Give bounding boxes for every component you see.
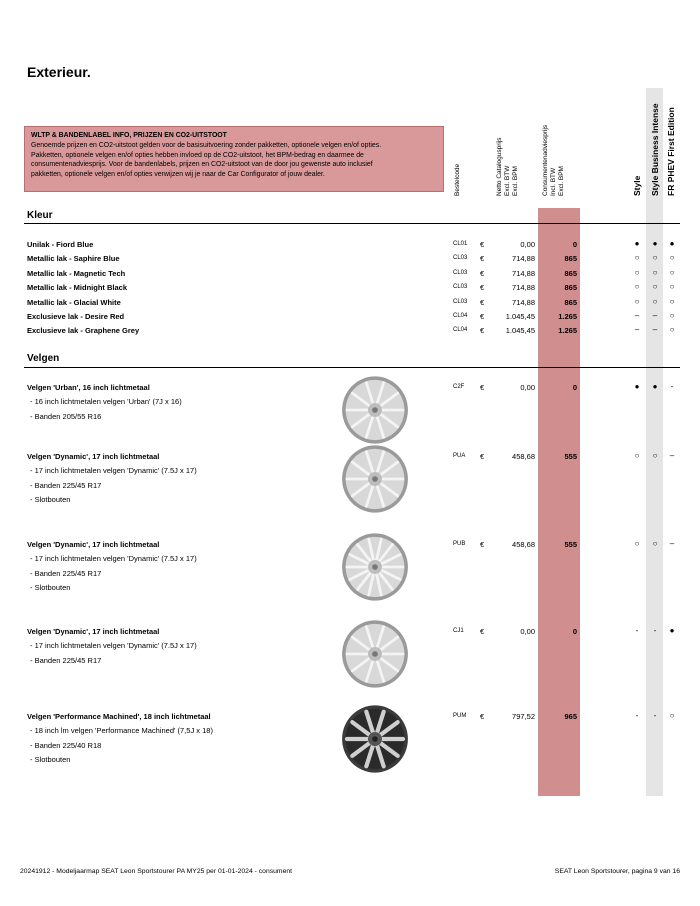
consumer-price: 865 — [564, 268, 577, 278]
info-title: WLTP & BANDENLABEL INFO, PRIJZEN EN CO2-UITSTOOT — [31, 132, 227, 139]
availability-business: - — [653, 711, 657, 720]
header-fr-phev: FR PHEV First Edition — [666, 107, 676, 196]
consumer-price: 865 — [564, 254, 577, 264]
wheel-image — [340, 619, 410, 689]
header-consumer-price: Consumentenadviesprijs Incl. BTW Excl. BPM — [542, 124, 565, 196]
availability-business: ● — [652, 382, 658, 391]
availability-style: ○ — [634, 282, 640, 292]
net-price: 714,88 — [512, 297, 535, 307]
currency-symbol: € — [480, 283, 485, 293]
color-row-name: Metallic lak - Midnight Black — [27, 283, 128, 293]
availability-business: ○ — [652, 296, 658, 306]
availability-style: ○ — [634, 267, 640, 277]
order-code: PUA — [453, 453, 466, 459]
availability-style: ○ — [634, 451, 640, 460]
availability-fr: ○ — [669, 296, 675, 306]
info-line: Genoemde prijzen en CO2-uitstoot gelden voor de basisuitvoering zonder pakketten, optionele velgen en/of opties. — [31, 141, 382, 149]
order-code: CL03 — [453, 255, 468, 262]
wheel-detail: - 17 inch lichtmetalen velgen 'Dynamic' (7.5J x 17) — [30, 641, 197, 650]
availability-style: – — [634, 325, 640, 335]
wheel-image — [340, 444, 410, 514]
currency-symbol: € — [480, 297, 485, 307]
page-title: Exterieur. — [27, 64, 91, 80]
currency-symbol: € — [480, 540, 485, 549]
availability-style: – — [634, 311, 640, 320]
availability-business: ○ — [652, 539, 658, 548]
net-price: 714,88 — [512, 254, 535, 264]
consumer-price: 0 — [572, 383, 577, 392]
availability-style: ○ — [634, 296, 640, 306]
consumer-price: 0 — [572, 240, 577, 249]
order-code: CL04 — [453, 313, 468, 319]
section-rule — [24, 367, 680, 368]
currency-symbol: € — [480, 240, 485, 249]
wheel-row-name: Velgen 'Dynamic', 17 inch lichtmetaal — [27, 627, 160, 636]
consumer-price: 865 — [564, 283, 577, 293]
wheel-detail: - Slotbouten — [30, 755, 71, 764]
footer-left: 20241912 - Modeljaarmap SEAT Leon Sportstourer PA MY25 per 01-01-2024 - consument — [20, 868, 293, 875]
availability-style: ○ — [634, 253, 640, 263]
net-price: 797,52 — [512, 712, 535, 721]
order-code: CL03 — [453, 298, 468, 305]
net-price: 458,68 — [512, 540, 535, 549]
net-price: 0,00 — [520, 383, 535, 392]
wheel-detail: - Slotbouten — [30, 583, 71, 592]
wheel-detail: - Banden 225/45 R17 — [30, 655, 102, 665]
wltp-info-box — [24, 126, 444, 192]
availability-fr: ○ — [669, 267, 675, 277]
header-style-business-intense: Style Business Intense — [650, 103, 660, 196]
availability-business: – — [652, 311, 658, 320]
wheel-row-name: Velgen 'Dynamic', 17 inch lichtmetaal — [27, 540, 160, 549]
currency-symbol: € — [480, 452, 485, 461]
order-code: CL03 — [453, 269, 468, 276]
availability-style: ○ — [634, 539, 640, 548]
availability-business: ○ — [652, 267, 658, 277]
order-code: PUB — [453, 541, 466, 547]
wheel-row-name: Velgen 'Performance Machined', 18 inch lichtmetaal — [27, 712, 211, 721]
availability-business: ○ — [652, 282, 658, 292]
section-title-velgen: Velgen — [27, 353, 60, 364]
wheel-image — [340, 375, 410, 445]
availability-business: ○ — [652, 451, 658, 460]
consumer-price: 0 — [572, 627, 577, 636]
wheel-image — [340, 532, 410, 602]
availability-style: - — [635, 626, 639, 635]
header-style: Style — [632, 175, 642, 196]
consumer-price: 865 — [564, 297, 577, 307]
color-row-name: Metallic lak - Saphire Blue — [27, 254, 120, 264]
color-row-name: Exclusieve lak - Desire Red — [27, 312, 125, 321]
availability-fr: ○ — [669, 282, 675, 292]
net-price: 714,88 — [512, 283, 535, 293]
order-code: CL03 — [453, 284, 468, 291]
availability-business: ○ — [652, 253, 658, 263]
color-row-name: Unilak - Fiord Blue — [27, 240, 94, 249]
availability-fr: - — [670, 382, 674, 391]
wheel-detail: - Slotbouten — [30, 495, 71, 504]
net-price: 1.045,45 — [505, 326, 535, 336]
net-price: 458,68 — [512, 452, 535, 461]
currency-symbol: € — [480, 712, 485, 721]
footer-right: SEAT Leon Sportstourer, pagina 9 van 16 — [554, 868, 680, 875]
section-title-kleur: Kleur — [27, 210, 53, 221]
currency-symbol: € — [480, 627, 485, 636]
order-code: CJ1 — [453, 628, 464, 634]
availability-fr: ● — [669, 626, 675, 635]
wheel-detail: - Banden 205/55 R16 — [30, 411, 102, 421]
currency-symbol: € — [480, 254, 485, 264]
color-row-name: Exclusieve lak - Graphene Grey — [27, 326, 140, 336]
wheel-detail: - 18 inch lm velgen 'Performance Machined' (7,5J x 18) — [30, 726, 213, 735]
order-code: C2F — [453, 384, 465, 390]
availability-fr: – — [669, 451, 675, 460]
wheel-image — [340, 704, 410, 774]
order-code: CL04 — [453, 327, 468, 334]
section-rule — [24, 223, 680, 224]
net-price: 0,00 — [520, 240, 535, 249]
consumer-price: 1.265 — [558, 326, 577, 336]
header-code: Bestelcode — [454, 163, 461, 196]
wheel-row-name: Velgen 'Urban', 16 inch lichtmetaal — [27, 383, 150, 392]
wheel-detail: - Banden 225/45 R17 — [30, 480, 102, 490]
header-net-price: Netto Catalogusprijs Excl. BTW Excl. BPM — [496, 137, 519, 196]
availability-fr: – — [669, 539, 675, 548]
availability-fr: ○ — [669, 711, 675, 720]
wheel-detail: - Banden 225/40 R18 — [30, 740, 102, 750]
availability-fr: ○ — [669, 311, 675, 320]
net-price: 714,88 — [512, 268, 535, 278]
wheel-detail: - Banden 225/45 R17 — [30, 568, 102, 578]
availability-fr: ○ — [669, 253, 675, 263]
consumer-price-column-highlight — [538, 208, 580, 796]
order-code: PUM — [453, 713, 467, 719]
color-row-name: Metallic lak - Glacial White — [27, 297, 121, 307]
currency-symbol: € — [480, 326, 485, 336]
availability-style: ● — [634, 382, 640, 391]
availability-business: - — [653, 626, 657, 635]
availability-business: ● — [652, 239, 658, 248]
currency-symbol: € — [480, 383, 485, 392]
info-line: pakketten, optionele velgen en/of opties verwijzen wij je naar de Car Configurator of jouw dealer. — [31, 171, 325, 179]
consumer-price: 965 — [564, 712, 577, 721]
wheel-detail: - 16 inch lichtmetalen velgen 'Urban' (7J x 16) — [30, 397, 182, 406]
consumer-price: 1.265 — [558, 312, 577, 321]
currency-symbol: € — [480, 312, 485, 321]
currency-symbol: € — [480, 268, 485, 278]
availability-style: ● — [634, 239, 640, 248]
info-line: Pakketten, optionele velgen en/of opties hebben invloed op de CO2-uitstoot, het BPM-bedrag en daarmee de — [31, 151, 364, 159]
consumer-price: 555 — [564, 540, 577, 549]
order-code: CL01 — [453, 241, 468, 247]
wheel-detail: - 17 inch lichtmetalen velgen 'Dynamic' (7.5J x 17) — [30, 554, 197, 563]
availability-business: – — [652, 325, 658, 335]
consumer-price: 555 — [564, 452, 577, 461]
wheel-detail: - 17 inch lichtmetalen velgen 'Dynamic' (7.5J x 17) — [30, 466, 197, 475]
net-price: 1.045,45 — [505, 312, 535, 321]
availability-fr: ○ — [669, 325, 675, 335]
net-price: 0,00 — [520, 627, 535, 636]
availability-style: - — [635, 711, 639, 720]
wheel-row-name: Velgen 'Dynamic', 17 inch lichtmetaal — [27, 452, 160, 461]
availability-fr: ● — [669, 239, 675, 248]
info-line: consumentenadviesprijs. Voor de bandenlabels, prijzen en CO2-uitstoot van de door jou gewenste auto inclusief — [31, 161, 373, 169]
color-row-name: Metallic lak - Magnetic Tech — [27, 268, 126, 278]
